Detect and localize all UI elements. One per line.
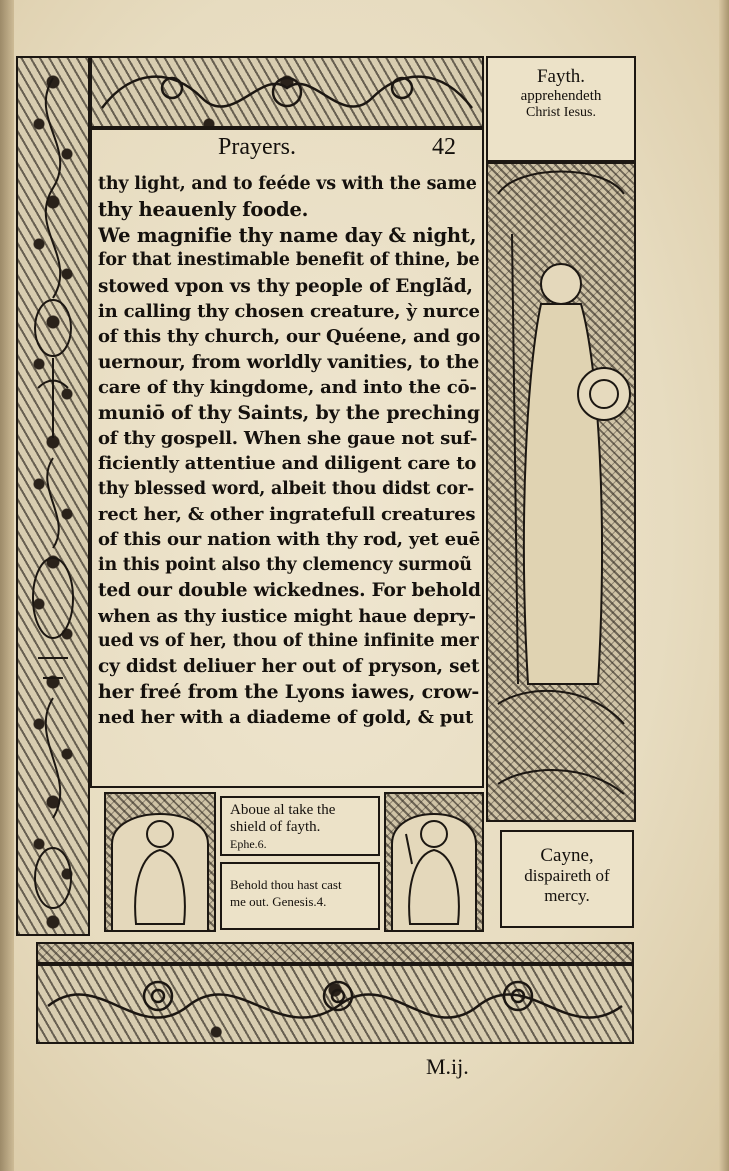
caption-behold-line-2: me out. Genesis.4. [230,894,327,909]
caption-shield-line-3: Ephe.6. [230,837,267,851]
text-line: We magnifie thy name day & night, [98,223,477,247]
bottom-rule-band [36,942,634,964]
page-edge [719,0,729,1171]
caption-shield-line-2: shield of fayth. [230,819,321,835]
text-line: thy light, and to feéde vs with the same [98,174,477,194]
text-line: thy blessed word, albeit thou didst cor- [98,478,475,499]
text-line: stowed vpon vs thy people of Englãd, [98,275,473,297]
text-line: when as thy iustice might haue depry- [98,605,476,627]
caption-shield [220,796,380,856]
portrait-right-panel [384,792,484,932]
text-line: muniō of thy Saints, by the preching [98,401,480,424]
text-line: rect her, & other ingratefull creatures [98,504,476,526]
text-line: for that inestimable benefit of thine, be [98,250,480,271]
caption-cayne-line-3: mercy. [544,886,590,905]
folio-number: 42 [432,134,456,160]
caption-faith-line-3: Christ Iesus. [526,105,596,120]
caption-cayne-line-2: dispaireth of [524,866,610,885]
figure-portrait-icon [106,794,214,930]
text-line: ned her with a diademe of gold, & put [98,707,474,729]
caption-shield-line-1: Aboue al take the [230,802,336,818]
text-line: care of thy kingdome, and into the cō- [98,377,477,399]
faith-figure-woodcut [486,162,636,822]
caption-cayne-line-1: Cayne, [540,845,594,866]
text-line: cy didst deliuer her out of pryson, set [98,656,480,678]
bottom-ornamental-border [36,964,634,1044]
rose-vine-icon [38,966,632,1042]
caption-faith-line-2: apprehendeth [520,88,602,104]
text-line: thy heauenly foode. [98,198,309,222]
text-line: in calling thy chosen creature, ỳ nurce [98,300,480,322]
faith-figure-icon [488,164,634,820]
left-ornamental-border [16,56,90,936]
top-ornamental-border [90,56,484,128]
book-spine [0,0,14,1171]
text-line: of thy gospell. When she gaue not suf- [98,427,478,449]
text-line: ficiently attentiue and diligent care to [98,453,477,475]
caption-behold-line-1: Behold thou hast cast [230,877,342,892]
portrait-left-panel [104,792,216,932]
vase-ornament-icon [18,58,88,934]
text-line: ued vs of her, thou of thine infinite mer [98,631,479,652]
figure-portrait-icon [386,794,482,930]
prayer-text-block [98,172,482,731]
caption-faith [486,56,636,162]
text-line: uernour, from worldly vanities, to the [98,351,480,373]
running-title: Prayers. [218,134,296,160]
floral-scroll-icon [92,58,482,126]
caption-behold [220,862,380,930]
caption-faith-line-1: Fayth. [536,66,586,87]
text-line: in this point also thy clemency surmoũ [98,554,472,575]
text-line: ted our double wickednes. For behold [98,580,481,602]
caption-cayne [500,830,634,928]
text-line: of this thy church, our Quéene, and go [98,326,481,348]
text-line: of this our nation with thy rod, yet euē [98,529,480,551]
signature-mark: M.ij. [426,1054,469,1079]
text-line: her freé from the Lyons iawes, crow- [98,680,480,703]
